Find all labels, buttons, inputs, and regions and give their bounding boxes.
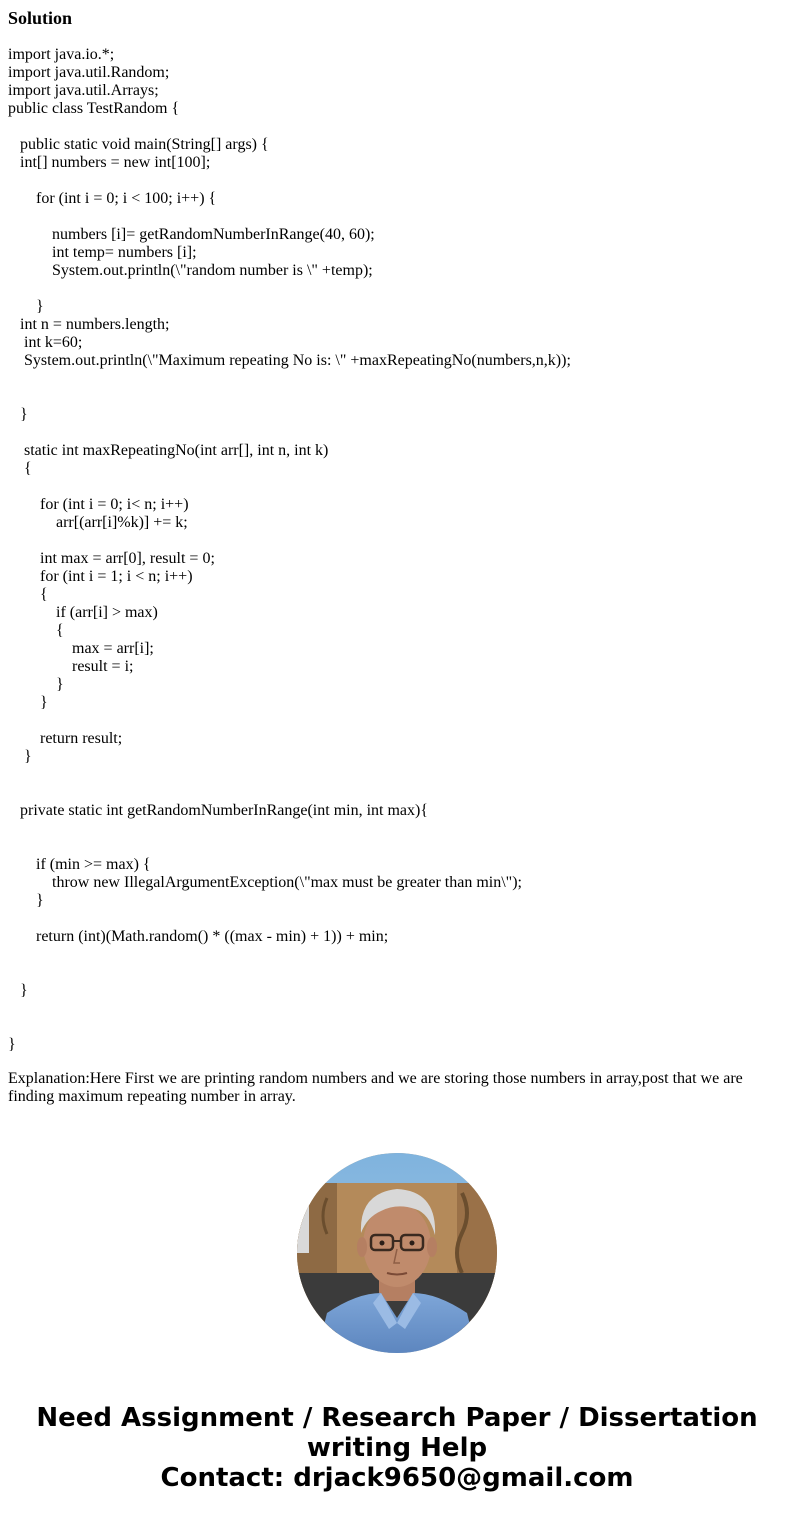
code-line: System.out.println(\"Maximum repeating No is: \" +maxRepeatingNo(numbers,n,k)); (8, 352, 571, 369)
code-line: if (arr[i] > max) (8, 604, 158, 621)
code-line: max = arr[i]; (8, 640, 154, 657)
code-line (8, 910, 571, 928)
code-line: for (int i = 1; i < n; i++) (8, 568, 193, 585)
code-line (8, 784, 571, 802)
code-line (8, 370, 571, 388)
author-photo (297, 1153, 497, 1353)
code-line: int max = arr[0], result = 0; (8, 550, 215, 567)
code-line: } (8, 676, 64, 693)
code-line: for (int i = 0; i < 100; i++) { (8, 190, 217, 207)
code-line (8, 820, 571, 838)
code-line (8, 532, 571, 550)
promo-line-2: writing Help (306, 1433, 488, 1463)
code-line: arr[(arr[i]%k)] += k; (8, 514, 188, 531)
code-line: throw new IllegalArgumentException(\"max must be greater than min\"); (8, 874, 522, 891)
code-line: } (8, 694, 48, 711)
code-line (8, 838, 571, 856)
code-line: if (min >= max) { (8, 856, 151, 873)
code-line: private static int getRandomNumberInRange(int min, int max){ (8, 802, 429, 819)
code-line: return result; (8, 730, 123, 747)
code-line: numbers [i]= getRandomNumberInRange(40, 60); (8, 226, 375, 243)
code-line (8, 208, 571, 226)
code-line: result = i; (8, 658, 134, 675)
code-line: static int maxRepeatingNo(int arr[], int n, int k) (8, 442, 329, 459)
code-line (8, 388, 571, 406)
code-line (8, 424, 571, 442)
code-line: int k=60; (8, 334, 83, 351)
code-line: { (8, 460, 32, 477)
promo-line-1: Need Assignment / Research Paper / Dissertation (36, 1403, 758, 1433)
code-line: int[] numbers = new int[100]; (8, 154, 211, 171)
code-line (8, 766, 571, 784)
code-line: public class TestRandom { (8, 100, 180, 117)
code-line: import java.io.*; (8, 46, 115, 63)
code-line: public static void main(String[] args) { (8, 136, 269, 153)
code-line (8, 172, 571, 190)
code-line: } (8, 298, 44, 315)
code-line: import java.util.Random; (8, 64, 170, 81)
promo-banner (0, 1403, 794, 1493)
code-line (8, 1000, 571, 1018)
code-line (8, 964, 571, 982)
code-line: { (8, 622, 64, 639)
code-line: for (int i = 0; i< n; i++) (8, 496, 189, 513)
code-line: import java.util.Arrays; (8, 82, 159, 99)
code-line: } (8, 892, 44, 909)
code-line (8, 712, 571, 730)
code-block (8, 46, 571, 1054)
code-line: int temp= numbers [i]; (8, 244, 197, 261)
code-line: } (8, 982, 28, 999)
code-line: System.out.println(\"random number is \" +temp); (8, 262, 373, 279)
code-line: } (8, 748, 32, 765)
code-line (8, 118, 571, 136)
code-line (8, 946, 571, 964)
code-line: } (8, 406, 28, 423)
code-line (8, 478, 571, 496)
code-line: } (8, 1036, 16, 1053)
explanation-text: Explanation:Here First we are printing random numbers and we are storing those numbers in array,post that we are finding maximum repeating number in array. (8, 1070, 743, 1105)
code-line (8, 280, 571, 298)
code-line: { (8, 586, 48, 603)
page-title: Solution (8, 8, 73, 28)
promo-contact: Contact: drjack9650@gmail.com (160, 1463, 634, 1493)
code-line: int n = numbers.length; (8, 316, 170, 333)
code-line: return (int)(Math.random() * ((max - min) + 1)) + min; (8, 928, 389, 945)
code-line (8, 1018, 571, 1036)
